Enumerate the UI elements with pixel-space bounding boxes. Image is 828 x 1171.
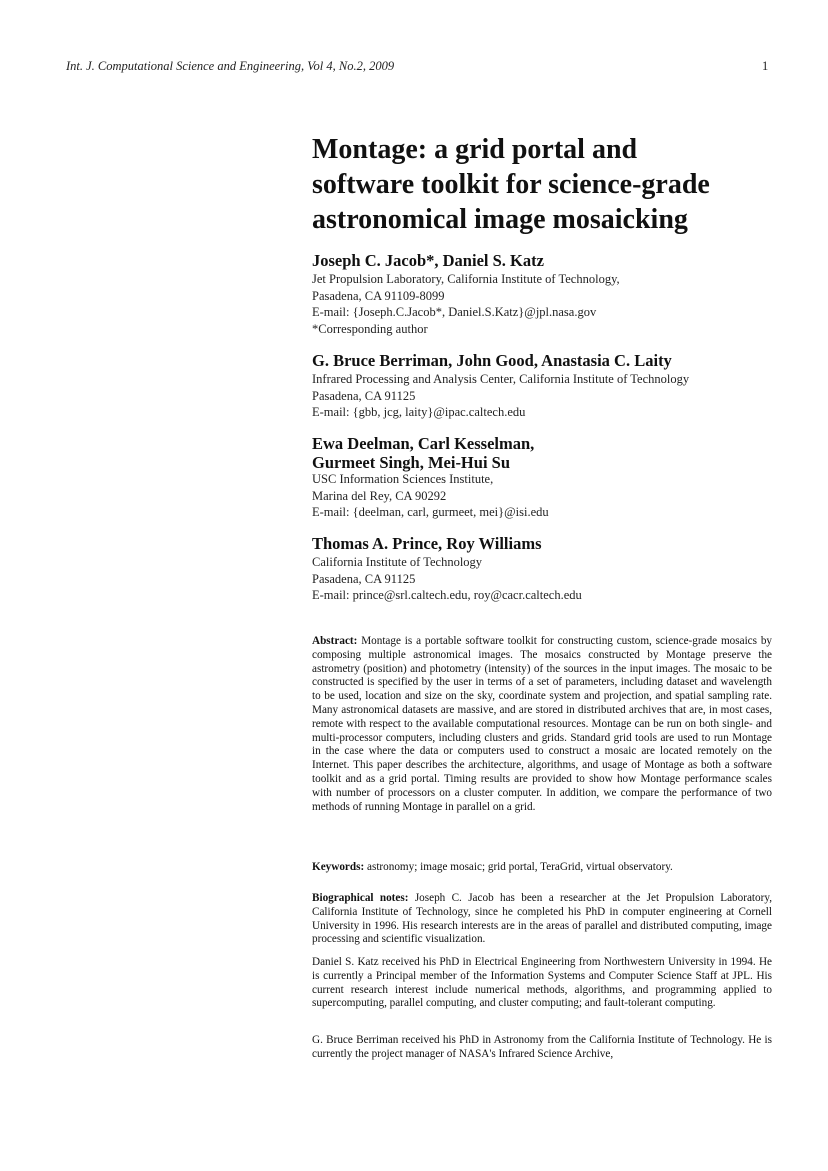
title-line: software toolkit for science-grade <box>312 169 710 200</box>
affiliation-line: Jet Propulsion Laboratory, California Institute of Technology, <box>312 272 620 286</box>
title-line: astronomical image mosaicking <box>312 204 688 235</box>
affiliation-line: Pasadena, CA 91109-8099 <box>312 288 445 303</box>
author-names <box>312 351 672 370</box>
author-affiliation <box>312 271 620 337</box>
author-names-line: Gurmeet Singh, Mei-Hui Su <box>312 453 511 472</box>
author-affiliation <box>312 471 549 521</box>
email-line: E-mail: {Joseph.C.Jacob*, Daniel.S.Katz}@jpl.nasa.gov <box>312 305 597 320</box>
author-affiliation <box>312 371 689 421</box>
affiliation-line: Infrared Processing and Analysis Center, California Institute of Technology <box>312 372 690 386</box>
affiliation-line: Pasadena, CA 91125 <box>312 571 416 586</box>
abstract <box>312 635 772 814</box>
author-names <box>312 251 544 270</box>
corresponding-note: *Corresponding author <box>312 321 428 336</box>
title-line: Montage: a grid portal and <box>312 134 638 165</box>
author-names <box>312 434 534 472</box>
email-line: E-mail: prince@srl.caltech.edu, roy@cacr.caltech.edu <box>312 588 582 603</box>
affiliation-line: Marina del Rey, CA 90292 <box>312 488 447 503</box>
abstract-text: Montage is a portable software toolkit for constructing custom, science-grade mosaics by composing multiple astronomical images. The mosaics constructed by Montage preserve the astrometry (position) and photometry (intensity) of the sources in the input images. The mosaic to be constructed is specified by the user in terms of a set of parameters, including dataset and wavelength to be used, location and size on the sky, coordinate system and projection, and spatial sampling rate. Many astronomical datasets are massive, and are stored in distributed archives that are, in most cases, remote with respect to the available computational resources. Montage can be run on both single- and multi-processor computers, including clusters and grids. Standard grid tools are used to run Montage in the case where the data or computers used to construct a mosaic are located remotely on the Internet. This paper describes the architecture, algorithms, and usage of Montage as both a software toolkit and as a grid portal. Timing results are provided to show how Montage performance scales with number of processors on a cluster computer. In addition, we compare the performance of two methods of running Montage in parallel on a grid. <box>312 635 773 813</box>
abstract-label: Abstract: <box>312 635 358 647</box>
email-line: E-mail: {gbb, jcg, laity}@ipac.caltech.edu <box>312 405 526 420</box>
affiliation-line: California Institute of Technology <box>312 555 483 569</box>
affiliation-line: USC Information Sciences Institute, <box>312 472 494 486</box>
bio-text: Joseph C. Jacob has been a researcher at the Jet Propulsion Laboratory, California Institute of Technology, since he completed his PhD in computer engineering at Cornell University in 1996. His research interests are in the areas of parallel and distributed computing, image processing and scientific visualization. <box>312 892 773 946</box>
author-names-line: G. Bruce Berriman, John Good, Anastasia C. Laity <box>312 351 672 370</box>
author-names-line: Ewa Deelman, Carl Kesselman, <box>312 434 535 453</box>
bio-paragraph: G. Bruce Berriman received his PhD in Astronomy from the California Institute of Technology. He is currently the project manager of NASA's Infrared Science Archive, <box>312 1034 772 1060</box>
author-names-line: Thomas A. Prince, Roy Williams <box>312 534 542 553</box>
bio-label: Biographical notes: <box>312 892 409 904</box>
author-names <box>312 534 542 553</box>
keywords-label: Keywords: <box>312 861 365 873</box>
journal-citation: Int. J. Computational Science and Engineering, Vol 4, No.2, 2009 <box>66 59 395 73</box>
affiliation-line: Pasadena, CA 91125 <box>312 388 416 403</box>
email-line: E-mail: {deelman, carl, gurmeet, mei}@isi.edu <box>312 505 549 520</box>
bio-paragraph: Daniel S. Katz received his PhD in Electrical Engineering from Northwestern University in 1994. He is currently a Principal member of the Information Systems and Computer Science Staff at JPL. His current research interest include numerical methods, algorithms, and programming applied to supercomputing, parallel computing, and cluster computing; and fault-tolerant computing. <box>312 956 772 1010</box>
page-number: 1 <box>762 59 769 73</box>
keywords-text: astronomy; image mosaic; grid portal, TeraGrid, virtual observatory. <box>367 861 673 873</box>
keywords <box>312 861 772 875</box>
author-names-line: Joseph C. Jacob*, Daniel S. Katz <box>312 251 544 270</box>
bio-paragraph <box>312 892 772 947</box>
paper-title <box>312 132 782 237</box>
author-affiliation <box>312 554 582 604</box>
